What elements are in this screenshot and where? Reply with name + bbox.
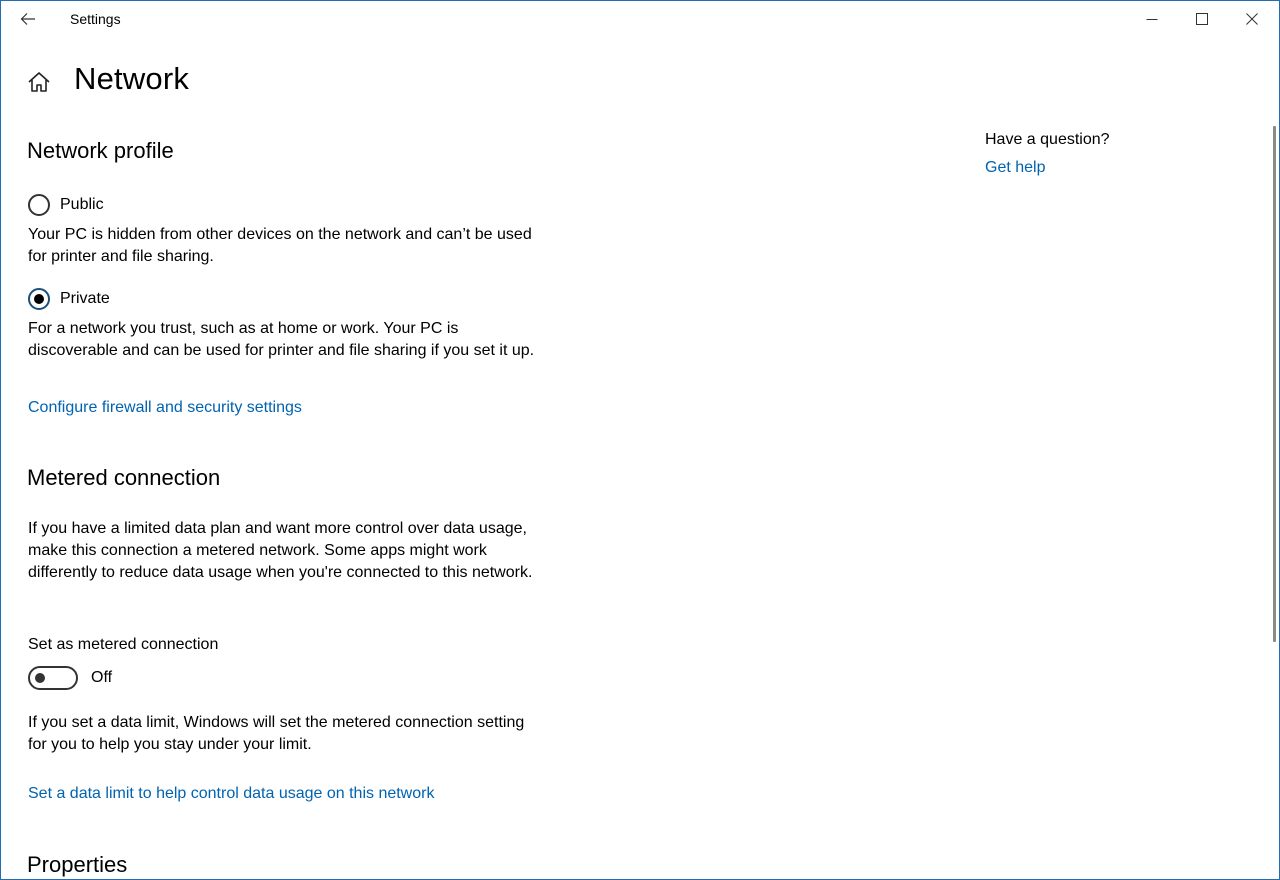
get-help-link[interactable]: Get help (985, 159, 1046, 176)
minimize-icon (1146, 13, 1158, 25)
data-limit-description: If you set a data limit, Windows will set the metered connection setting for you to help you stay under your limit. (28, 714, 525, 753)
metered-connection-heading: Metered connection (27, 465, 221, 490)
network-profile-heading: Network profile (27, 138, 174, 163)
toggle-state-label: Off (91, 669, 113, 686)
metered-toggle-switch[interactable] (28, 666, 78, 690)
metered-toggle-label: Set as metered connection (28, 636, 219, 653)
help-title: Have a question? (985, 131, 1110, 148)
main-content (1, 1, 561, 880)
radio-label-public: Public (60, 196, 104, 213)
scrollbar[interactable] (1273, 126, 1276, 642)
page-title: Network (74, 61, 190, 96)
close-button[interactable] (1229, 1, 1275, 37)
properties-heading: Properties (27, 852, 128, 877)
radio-button-unchecked[interactable] (28, 194, 50, 216)
private-description: For a network you trust, such as at home or work. Your PC is discoverable and can be used for printer and file sharing if you set it up. (28, 320, 535, 359)
close-icon (1246, 13, 1258, 25)
toggle-knob (35, 673, 45, 683)
help-panel (985, 131, 1245, 177)
radio-private[interactable] (28, 287, 110, 311)
radio-public[interactable] (28, 193, 104, 217)
metered-description: If you have a limited data plan and want more control over data usage, make this connection a metered network. Some apps might work differently to reduce data usage when you're connected to this network. (28, 520, 533, 581)
maximize-button[interactable] (1179, 1, 1225, 37)
radio-dot (34, 294, 44, 304)
metered-toggle-row (28, 666, 112, 690)
configure-firewall-link[interactable]: Configure firewall and security settings (28, 399, 302, 416)
maximize-icon (1196, 13, 1208, 25)
radio-button-checked[interactable] (28, 288, 50, 310)
public-description: Your PC is hidden from other devices on the network and can’t be used for printer and file sharing. (28, 226, 532, 265)
app-title: Settings (70, 11, 121, 27)
radio-label-private: Private (60, 290, 110, 307)
set-data-limit-link[interactable]: Set a data limit to help control data usage on this network (28, 785, 435, 802)
minimize-button[interactable] (1129, 1, 1175, 37)
